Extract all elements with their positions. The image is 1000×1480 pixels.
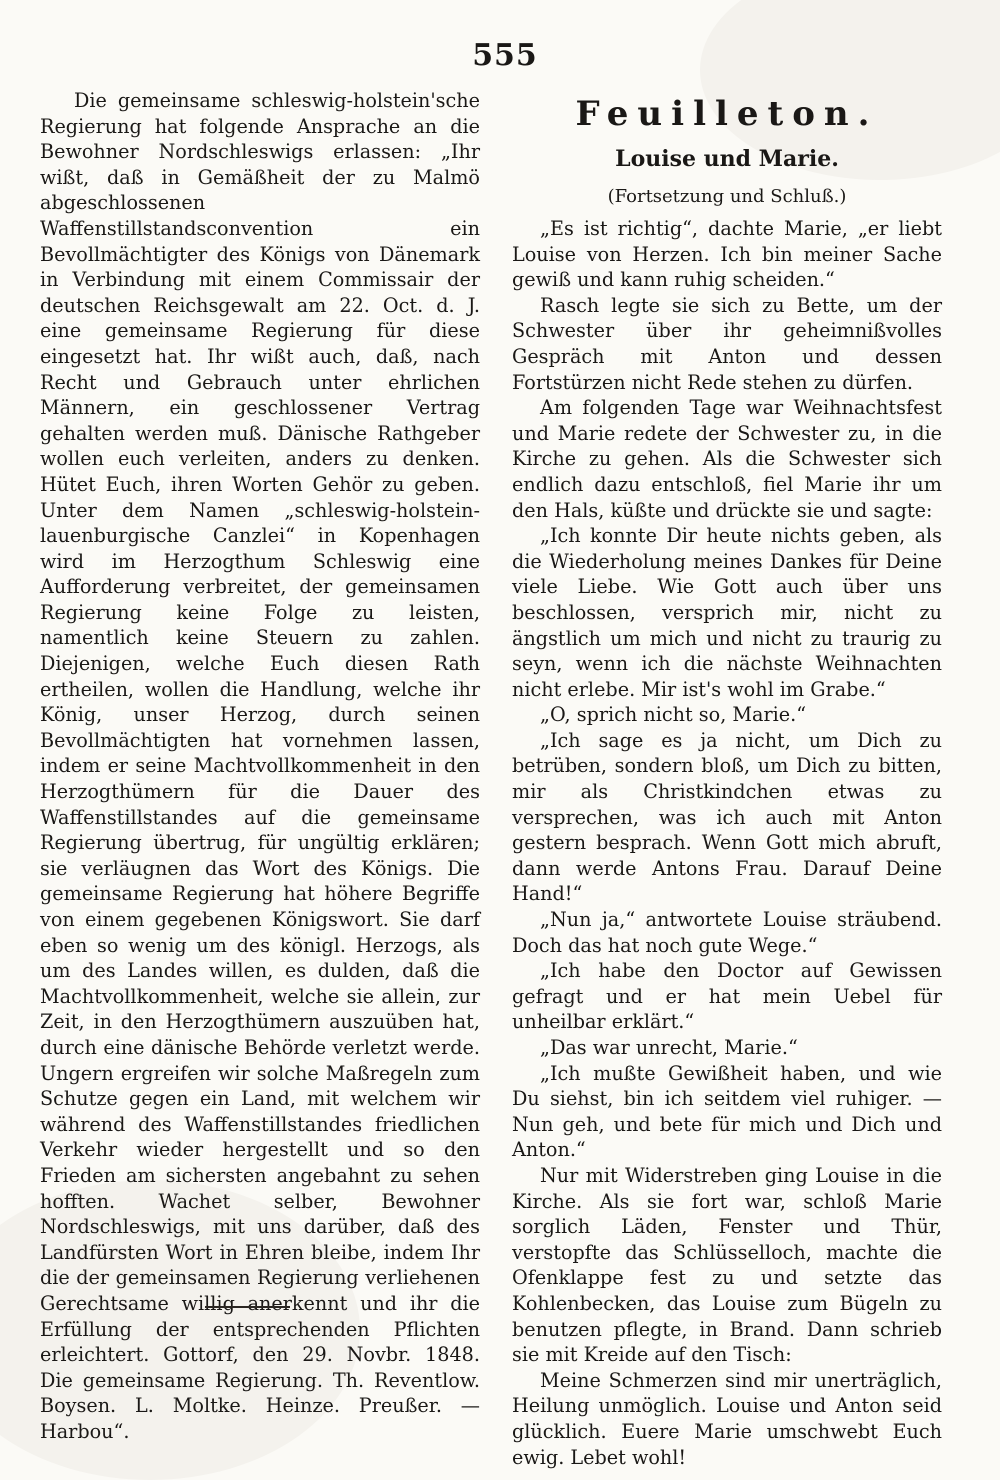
story-title: Louise und Marie. — [615, 146, 839, 172]
story-paragraph: „O, sprich nicht so, Marie.“ — [540, 703, 807, 727]
section-title: Feuilleton. — [575, 94, 879, 134]
right-column-feuilleton — [512, 88, 942, 1470]
story-paragraph: Meine Schmerzen sind mir unerträglich, Heilung unmöglich. Louise und Anton seid glücklich. Euere Marie umschwebt Euch ewig. Lebet wohl! — [512, 1368, 942, 1469]
story-paragraph: Rasch legte sie sich zu Bette, um der Schwester über ihr geheimnißvolles Gespräch mit Anton und dessen Fortstürzen nicht Rede stehen zu dürfen. — [512, 293, 942, 394]
article-paragraph: Die gemeinsame schleswig-holstein'sche Regierung hat folgende Ansprache an die Bewohner Nordschleswigs erlassen: „Ihr wißt, daß in Gemäßheit der zu Malmö abgeschlossenen Waffenstillstandsconvention ein Bevollmächtigter des Königs von Dänemark in Verbindung mit einem Commissair der deutschen Reichsgewalt am 22. Oct. d. J. eine gemeinsame Regierung für diese eingesetzt hat. Ihr wißt auch, daß, nach Recht und Gebrauch unter ehrlichen Männern, ein geschlossener Vertrag gehalten werden muß. Dänische Rathgeber wollen euch verleiten, anders zu denken. Hütet Euch, ihren Worten Gehör zu geben. Unter dem Namen „schleswig-holstein-lauenburgische Canzlei“ in Kopenhagen wird im Herzogthum Schleswig eine Aufforderung verbreitet, der gemeinsamen Regierung keine Folge zu leisten, namentlich keine Steuern zu zahlen. Diejenigen, welche Euch diesen Rath ertheilen, wollen die Handlung, welche ihr König, unser Herzog, durch seinen Bevollmächtigten hat vornehmen lassen, indem er seine Machtvollkommenheit in den Herzogthümern für die Dauer des Waffenstillstandes auf die gemeinsame Regierung übertrug, für ungültig erklären; sie verläugnen das Wort des Königs. Die gemeinsame Regierung hat höhere Begriffe von einem gegebenen Königswort. Sie darf eben so wenig um des königl. Herzogs, als um des Landes willen, es dulden, daß die Machtvollkommenheit, welche sie allein, zur Zeit, in den Herzogthümern auszuüben hat, durch eine dänische Behörde verletzt werde. Ungern ergreifen wir solche Maßregeln zum Schutze gegen ein Land, mit welchem wir während des Waffenstillstandes friedlichen Verkehr wieder hergestellt und so den Frieden am sichersten angebahnt zu sehen hofften. Wachet selber, Bewohner Nordschleswigs, mit uns darüber, daß des Landfürsten Wort in Ehren bleibe, indem Ihr die der gemeinsamen Regierung verliehenen Gerechtsame willig anerkennt und ihr die Erfüllung der entsprechenden Pflichten erleichtert. Gottorf, den 29. Novbr. 1848. Die gemeinsame Regierung. Th. Reventlow. Boysen. L. Moltke. Heinze. Preußer. — Harbou“. — [40, 89, 480, 1443]
left-column-article — [40, 88, 480, 1444]
story-paragraph: „Das war unrecht, Marie.“ — [540, 1036, 798, 1059]
story-paragraph: „Ich konnte Dir heute nichts geben, als die Wiederholung meines Dankes für Deine viele Liebe. Wie Gott auch über uns beschlossen, versprich mir, nicht zu ängstlich um mich und nicht zu traurig zu seyn, wenn ich die nächste Weihnachten nicht erlebe. Mir ist's wohl im Grabe.“ — [512, 524, 942, 701]
story-paragraph: „Nun ja,“ antwortete Louise sträubend. Doch das hat noch gute Wege.“ — [512, 908, 942, 957]
story-subtitle: (Fortsetzung und Schluß.) — [607, 186, 847, 207]
story-paragraph: „Ich mußte Gewißheit haben, und wie Du siehst, bin ich seitdem viel ruhiger. — Nun geh, und bete für mich und Dich und Anton.“ — [512, 1061, 942, 1162]
story-paragraph: „Ich habe den Doctor auf Gewissen gefragt und er hat mein Uebel für unheilbar erklärt.“ — [512, 959, 942, 1034]
article-separator-rule — [205, 1306, 290, 1308]
page-number: 555 — [472, 38, 538, 73]
story-paragraph: „Es ist richtig“, dachte Marie, „er liebt Louise von Herzen. Ich bin meiner Sache gewiß und kann ruhig scheiden.“ — [512, 217, 942, 292]
story-paragraph: Nur mit Widerstreben ging Louise in die Kirche. Als sie fort war, schloß Marie sorglich Läden, Fenster und Thür, verstopfte das Schlüsselloch, machte die Ofenklappe fest zu und setzte das Kohlenbecken, das Louise zum Bügeln zu benutzen pflegte, in Brand. Dann schrieb sie mit Kreide auf den Tisch: — [512, 1163, 942, 1367]
story-paragraph: Am folgenden Tage war Weihnachtsfest und Marie redete der Schwester zu, in die Kirche zu gehen. Als die Schwester sich endlich dazu entschloß, fiel Marie ihr um den Hals, küßte und drückte sie und sagte: — [512, 396, 942, 522]
story-paragraph: „Ich sage es ja nicht, um Dich zu betrüben, sondern bloß, um Dich zu bitten, mir als Christkindchen etwas zu versprechen, was ich auch mit Anton gestern besprach. Wenn Gott mich abruft, dann werde Antons Frau. Darauf Deine Hand!“ — [512, 728, 942, 906]
